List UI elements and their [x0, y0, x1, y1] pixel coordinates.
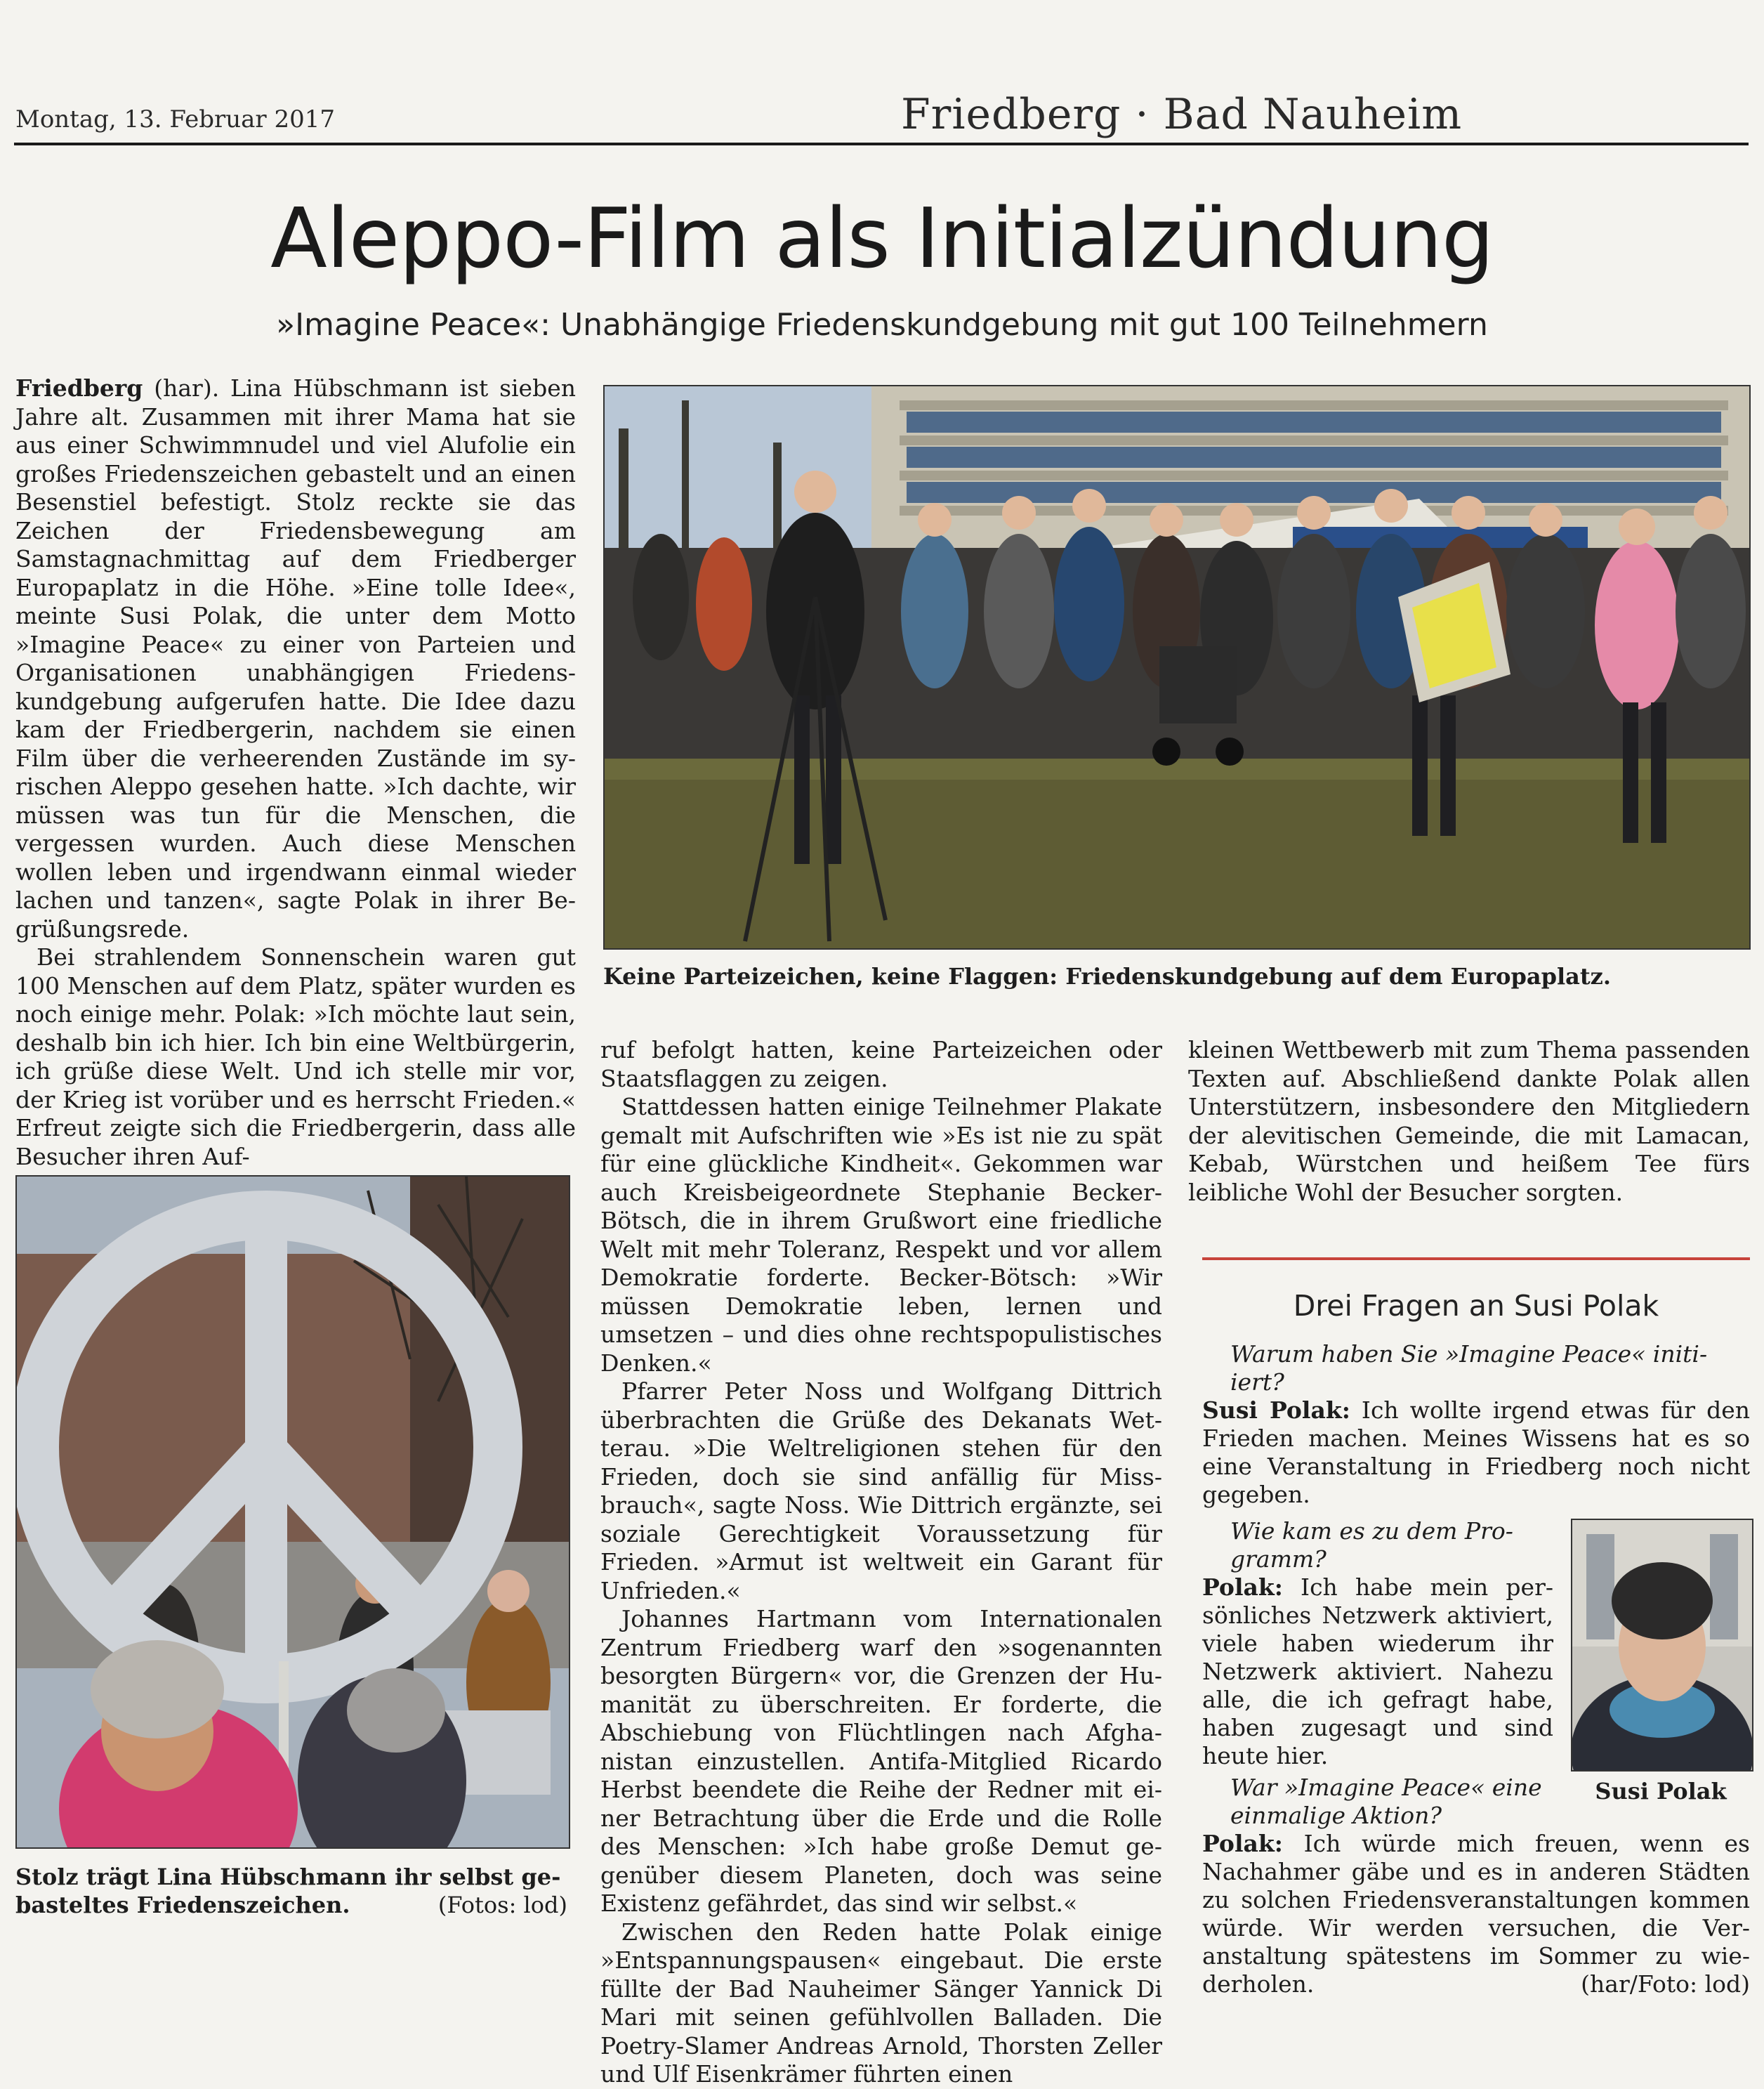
paragraph: ruf befolgt hatten, keine Parteizeichen oder Staatsflaggen zu zeigen.: [600, 1036, 1162, 1092]
paragraph: [15, 374, 576, 943]
paragraph: Pfarrer Peter Noss und Wolfgang Dittrich überbrachten die Grüße des Dekanats Wetterau. »Die Weltreligionen stehen für den Frieden, doch sie sind anfällig für Missbrauch«, sagte Noss. Wie Dittrich ergänzte, sei soziale Gerechtigkeit Voraussetzung für Frieden. »Armut ist weltweit ein Garant für Unfrieden.«: [600, 1377, 1162, 1604]
interview-answer-3: [1202, 1830, 1750, 1998]
paragraph: kleinen Wettbewerb mit zum Thema passenden Texten auf. Abschließend dankte Polak allen Unterstützern, insbesondere den Mitgliedern der alevitischen Gemeinde, die mit Lamacan, Kebab, Würstchen und heißem Tee fürs leibliche Wohl der Besucher sorgten.: [1188, 1036, 1750, 1206]
interview-title: Drei Fragen an Susi Polak: [1293, 1289, 1659, 1323]
article-column-2: [600, 1036, 1162, 2089]
crowd-photo-illustration: [605, 386, 1749, 948]
portrait-photo: [1571, 1519, 1753, 1772]
photo-credit: (Fotos: lod): [437, 1892, 567, 1918]
paragraph: Stattdessen hatten einige Teilnehmer Plakate gemalt mit Aufschriften wie »Es ist nie zu spät für eine glückliche Kindheit«. Gekommen war auch Kreisbeigeordnete Stephanie Becker-Bötsch, die in ihrem Grußwort eine friedliche Welt mit mehr Toleranz, Respekt und vor allem Demokratie forderte. Becker-Bötsch: »Wir müssen Demokratie leben, lernen und umsetzen – und dies ohne rechtspopulistisches Denken.«: [600, 1093, 1162, 1377]
paragraph: Zwischen den Reden hatte Polak einige »Entspannungspausen« eingebaut. Die erste füllte der Bad Nauheimer Sänger Yannick Di Mari mit seinen gefühlvollen Balladen. Die Poetry-Slamer Andreas Arnold, Thorsten Zeller und Ulf Eisenkrämer führten einen: [600, 1918, 1162, 2088]
interview-answer-1: [1202, 1396, 1750, 1509]
subheadline: »Imagine Peace«: Unabhängige Friedenskundgebung mit gut 100 Teilnehmern: [276, 307, 1488, 343]
dateline: Friedberg: [15, 374, 143, 402]
photo-caption-main: Keine Parteizeichen, keine Flaggen: Friedenskundgebung auf dem Europaplatz.: [603, 963, 1611, 990]
speaker-label: Polak:: [1202, 1573, 1283, 1601]
caption-text: Stolz trägt Lina Hübschmann ihr selbst gebasteltes Friedenszeichen.: [15, 1864, 561, 1918]
peace-sign-photo-illustration: [17, 1177, 569, 1847]
interview-question-1: Warum haben Sie »Imagine Peace« initiiert?: [1230, 1340, 1708, 1396]
answer-text: Ich wollte irgend etwas für den Frieden machen. Meines Wissens hat es so eine Veranstaltung in Friedberg noch nicht gegeben.: [1202, 1396, 1750, 1508]
issue-date: Montag, 13. Februar 2017: [15, 105, 335, 133]
portrait-photo-illustration: [1572, 1520, 1752, 1770]
interview-question-2: Wie kam es zu dem Programm?: [1230, 1517, 1513, 1573]
article-column-1: [15, 374, 576, 1171]
speaker-label: Susi Polak:: [1202, 1396, 1350, 1424]
header-rule: [14, 143, 1749, 145]
answer-text: Ich habe mein persönliches Netzwerk aktiviert, viele haben wiederum ihr Netzwerk aktiviert. Nahezu alle, die ich gefragt habe, haben zugesagt und sind heute hier.: [1202, 1573, 1553, 1769]
section-title: Friedberg · Bad Nauheim: [901, 90, 1463, 139]
photo-caption-peace: [15, 1863, 567, 1919]
article-column-3: [1188, 1036, 1750, 1207]
paragraph: Johannes Hartmann vom Internationalen Zentrum Friedberg warf den »sogenannten besorgten Bürgern« vor, die Grenzen der Humanität zu überschreiten. Er forderte, die Abschiebung von Flüchtlingen nach Afghanistan einzustellen. Antifa-Mitglied Ricardo Herbst beendete die Reihe der Redner mit einer Betrachtung über die Erde und die Rolle des Menschen: »Ich habe große Demut gegenüber diesem Planeten, doch was seine Existenz gefährdet, das sind wir selbst.«: [600, 1605, 1162, 1917]
photo-rally-crowd: [603, 385, 1751, 950]
interview-answer-2: [1202, 1573, 1553, 1770]
interview-question-3: War »Imagine Peace« eine einmalige Aktion?: [1230, 1774, 1542, 1829]
portrait-caption: Susi Polak: [1595, 1778, 1727, 1805]
paragraph: Bei strahlendem Sonnenschein waren gut 100 Menschen auf dem Platz, später wurden es noch einige mehr. Polak: »Ich möchte laut sein, deshalb bin ich hier. Ich bin eine Weltbürgerin, ich grüße diese Welt. Und ich stelle mir vor, der Krieg ist vorüber und es herrscht Frieden.« Erfreut zeigte sich die Friedbergerin, dass alle Besucher ihren Auf-: [15, 943, 576, 1170]
answer-text: Ich würde mich freuen, wenn es Nachahmer gäbe und es in anderen Städten zu solchen Friedensveranstaltungen kommen würde. Wir werden versuchen, die Veranstaltung spätestens im Sommer zu wiederholen.: [1202, 1830, 1750, 1998]
interview-credit: (har/Foto: lod): [1581, 1970, 1750, 1998]
headline: Aleppo-Film als Initialzündung: [270, 190, 1494, 287]
speaker-label: Polak:: [1202, 1830, 1283, 1857]
paragraph-text: (har). Lina Hübschmann ist sieben Jahre alt. Zusammen mit ihrer Mama hat sie aus einer Schwimmnudel und viel Alufolie ein großes Friedenszeichen gebastelt und an einen Besenstiel befestigt. Stolz reckte sie das Zeichen der Friedensbewegung am Samstagnachmittag auf dem Friedberger Europaplatz in die Höhe. »Eine tolle Idee«, meinte Susi Polak, die unter dem Motto »Imagine Peace« zu einer von Parteien und Organisationen unabhängigen Friedenskundgebung aufgerufen hatte. Die Idee dazu kam der Friedbergerin, nachdem sie einen Film über die verheerenden Zustände im syrischen Aleppo gesehen hatte. »Ich dachte, wir müssen was tun für die Menschen, die vergessen wurden. Auch diese Menschen wollen leben und irgendwann einmal wieder lachen und tanzen«, sagte Polak in ihrer Begrüßungsrede.: [15, 374, 576, 943]
photo-peace-sign: [15, 1175, 570, 1849]
interview-divider: [1202, 1257, 1750, 1260]
